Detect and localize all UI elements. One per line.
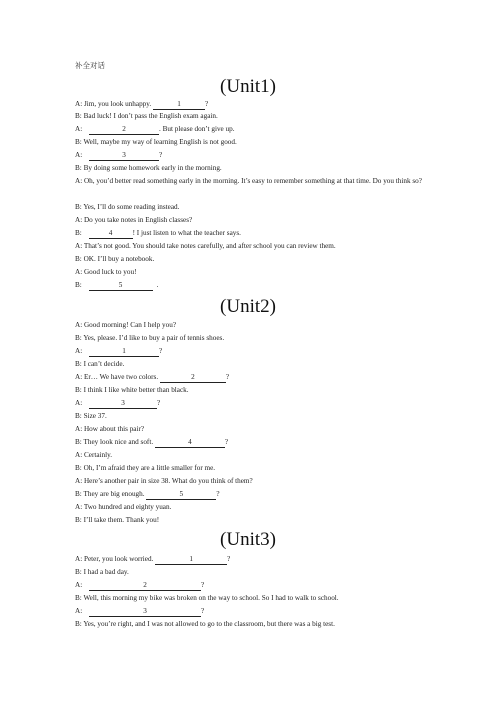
answer-blank[interactable]: 1 xyxy=(89,347,159,357)
dialogue-line: B: They are big enough. 5 ? xyxy=(75,490,220,498)
dialogue-line: A: Certainly. xyxy=(75,451,113,459)
dialogue-line: A: Two hundred and eighty yuan. xyxy=(75,503,172,511)
dialogue-line: A: Do you take notes in English classes? xyxy=(75,216,193,224)
dialogue-line: B: Yes, you’re right, and I was not allowed to go to the classroom, but there was a big test. xyxy=(75,620,335,628)
unit-title: (Unit2) xyxy=(220,296,276,317)
document-header: 补全对话 xyxy=(75,61,105,70)
answer-blank[interactable]: 2 xyxy=(89,125,159,135)
dialogue-line: B: I think I like white better than black. xyxy=(75,386,189,394)
answer-blank[interactable]: 4 xyxy=(89,229,133,239)
dialogue-line: B: They look nice and soft. 4 ? xyxy=(75,438,229,446)
dialogue-line: A: Er… We have two colors. 2 ? xyxy=(75,373,230,381)
dialogue-line: B: By doing some homework early in the morning. xyxy=(75,164,222,172)
dialogue-line: B: Yes, please. I’d like to buy a pair of tennis shoes. xyxy=(75,334,225,342)
dialogue-line: B: OK. I’ll buy a notebook. xyxy=(75,255,155,263)
dialogue-line: A: 3 ? xyxy=(75,399,161,407)
dialogue-line: B: Oh, I’m afraid they are a little smaller for me. xyxy=(75,464,216,472)
dialogue-line: A: That’s not good. You should take notes carefully, and after school you can review them. xyxy=(75,242,336,250)
answer-blank[interactable]: 3 xyxy=(89,607,201,617)
unit-title: (Unit3) xyxy=(220,529,276,550)
dialogue-line: A: 3 ? xyxy=(75,607,205,615)
dialogue-line: A: Peter, you look worried. 1 ? xyxy=(75,555,231,563)
dialogue-line: B: I’ll take them. Thank you! xyxy=(75,516,160,524)
dialogue-line: B: I had a bad day. xyxy=(75,568,129,576)
dialogue-line: A: 2 . But please don’t give up. xyxy=(75,125,235,133)
answer-blank[interactable]: 2 xyxy=(160,373,226,383)
answer-blank[interactable]: 4 xyxy=(155,438,225,448)
answer-blank[interactable]: 5 xyxy=(146,490,216,500)
dialogue-line: B: Well, maybe my way of learning English is not good. xyxy=(75,138,237,146)
dialogue-line: A: 3 ? xyxy=(75,151,163,159)
dialogue-line: B: Well, this morning my bike was broken on the way to school. So I had to walk to school. xyxy=(75,594,339,602)
dialogue-line: B: Size 37. xyxy=(75,412,107,420)
dialogue-line: A: Good luck to you! xyxy=(75,268,137,276)
answer-blank[interactable]: 3 xyxy=(89,151,159,161)
dialogue-line: B: Yes, I’ll do some reading instead. xyxy=(75,203,180,211)
dialogue-line: A: Here’s another pair in size 38. What do you think of them? xyxy=(75,477,253,485)
dialogue-line: B: 5 . xyxy=(75,281,159,289)
dialogue-line: B: I can’t decide. xyxy=(75,360,125,368)
dialogue-line: A: 2 ? xyxy=(75,581,205,589)
answer-blank[interactable]: 5 xyxy=(89,281,153,291)
unit-title: (Unit1) xyxy=(220,76,276,97)
dialogue-line: A: 1 ? xyxy=(75,347,163,355)
dialogue-line: A: Jim, you look unhappy. 1 ? xyxy=(75,100,209,108)
dialogue-line: B: 4 ! I just listen to what the teacher says. xyxy=(75,229,241,237)
answer-blank[interactable]: 1 xyxy=(155,555,227,565)
answer-blank[interactable]: 2 xyxy=(89,581,201,591)
answer-blank[interactable]: 1 xyxy=(153,100,205,110)
dialogue-line: A: Good morning! Can I help you? xyxy=(75,321,177,329)
dialogue-line: A: Oh, you’d better read something early in the morning. It’s easy to remember something at that time. Do you think so? xyxy=(75,177,422,185)
dialogue-line: A: How about this pair? xyxy=(75,425,145,433)
answer-blank[interactable]: 3 xyxy=(89,399,157,409)
dialogue-line: B: Bad luck! I don’t pass the English exam again. xyxy=(75,112,218,120)
